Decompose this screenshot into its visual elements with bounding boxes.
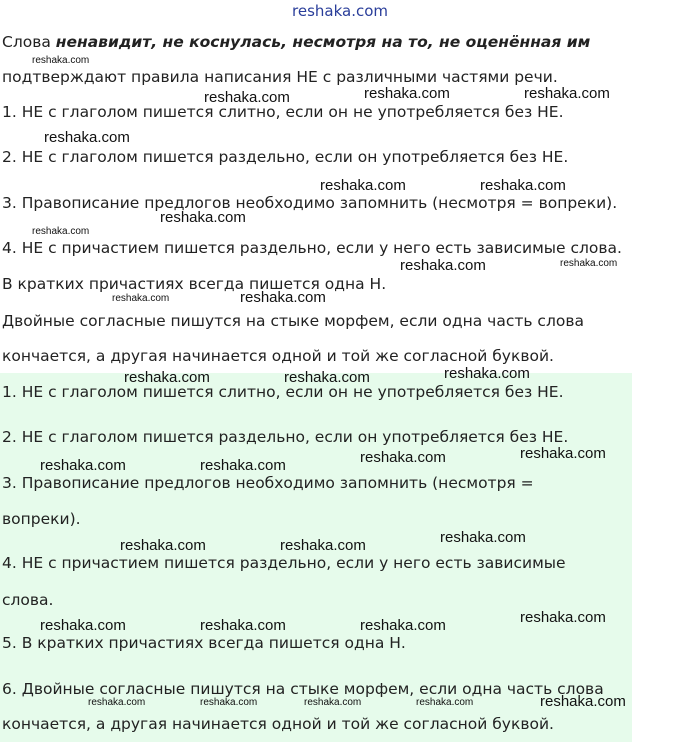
rule-line: 1. НЕ с глаголом пишется слитно, если он не употребляется без НЕ. — [2, 103, 564, 121]
watermark: reshaka.com — [160, 209, 246, 226]
answer-line: 4. НЕ с причастием пишется раздельно, если у него есть зависимые — [2, 554, 566, 572]
watermark: reshaka.com — [364, 85, 450, 102]
answer-line: 3. Правописание предлогов необходимо запомнить (несмотря = — [2, 474, 534, 492]
watermark: reshaka.com — [416, 697, 474, 708]
watermark: reshaka.com — [440, 529, 526, 546]
watermark: reshaka.com — [32, 226, 90, 237]
answer-line: слова. — [2, 591, 54, 609]
watermark: reshaka.com — [32, 55, 90, 66]
watermark: reshaka.com — [120, 537, 206, 554]
watermark: reshaka.com — [480, 177, 566, 194]
watermark: reshaka.com — [304, 697, 362, 708]
rule-line: В кратких причастиях всегда пишется одна Н. — [2, 275, 387, 293]
watermark: reshaka.com — [320, 177, 406, 194]
answer-line: вопреки). — [2, 510, 81, 528]
rule-line: 3. Правописание предлогов необходимо запомнить (несмотря = вопреки). — [2, 194, 618, 212]
answer-line: кончается, а другая начинается одной и той же согласной буквой. — [2, 715, 554, 733]
watermark: reshaka.com — [200, 697, 258, 708]
watermark: reshaka.com — [280, 537, 366, 554]
watermark: reshaka.com — [444, 365, 530, 382]
answer-line: 2. НЕ с глаголом пишется раздельно, если он употребляется без НЕ. — [2, 428, 569, 446]
watermark: reshaka.com — [240, 289, 326, 306]
answer-line: 1. НЕ с глаголом пишется слитно, если он не употребляется без НЕ. — [2, 383, 564, 401]
watermark: reshaka.com — [124, 369, 210, 386]
watermark: reshaka.com — [284, 369, 370, 386]
rule-line: 2. НЕ с глаголом пишется раздельно, если он употребляется без НЕ. — [2, 148, 569, 166]
watermark: reshaka.com — [40, 617, 126, 634]
watermark: reshaka.com — [44, 129, 130, 146]
watermark: reshaka.com — [40, 457, 126, 474]
rule-line: 4. НЕ с причастием пишется раздельно, если у него есть зависимые слова. — [2, 239, 622, 257]
watermark: reshaka.com — [360, 617, 446, 634]
intro-line-1: Слова ненавидит, не коснулась, несмотря на то, не оценённая им — [2, 33, 591, 51]
answer-line: 6. Двойные согласные пишутся на стыке морфем, если одна часть слова — [2, 680, 604, 698]
answer-line: 5. В кратких причастиях всегда пишется одна Н. — [2, 634, 406, 652]
intro-line-2: подтверждают правила написания НЕ с различными частями речи. — [2, 68, 558, 86]
watermark: reshaka.com — [540, 693, 626, 710]
watermark: reshaka.com — [520, 445, 606, 462]
watermark: reshaka.com — [112, 293, 170, 304]
watermark: reshaka.com — [400, 257, 486, 274]
watermark: reshaka.com — [88, 697, 146, 708]
watermark: reshaka.com — [204, 89, 290, 106]
rule-line: Двойные согласные пишутся на стыке морфем, если одна часть слова — [2, 312, 584, 330]
watermark: reshaka.com — [200, 457, 286, 474]
intro-highlighted-words: ненавидит, не коснулась, несмотря на то, не оценённая им — [55, 33, 591, 51]
watermark: reshaka.com — [200, 617, 286, 634]
watermark: reshaka.com — [360, 449, 446, 466]
rule-line: кончается, а другая начинается одной и той же согласной буквой. — [2, 347, 554, 365]
site-header-link[interactable]: reshaka.com — [292, 2, 388, 20]
watermark: reshaka.com — [520, 609, 606, 626]
watermark: reshaka.com — [560, 258, 618, 269]
watermark: reshaka.com — [524, 85, 610, 102]
